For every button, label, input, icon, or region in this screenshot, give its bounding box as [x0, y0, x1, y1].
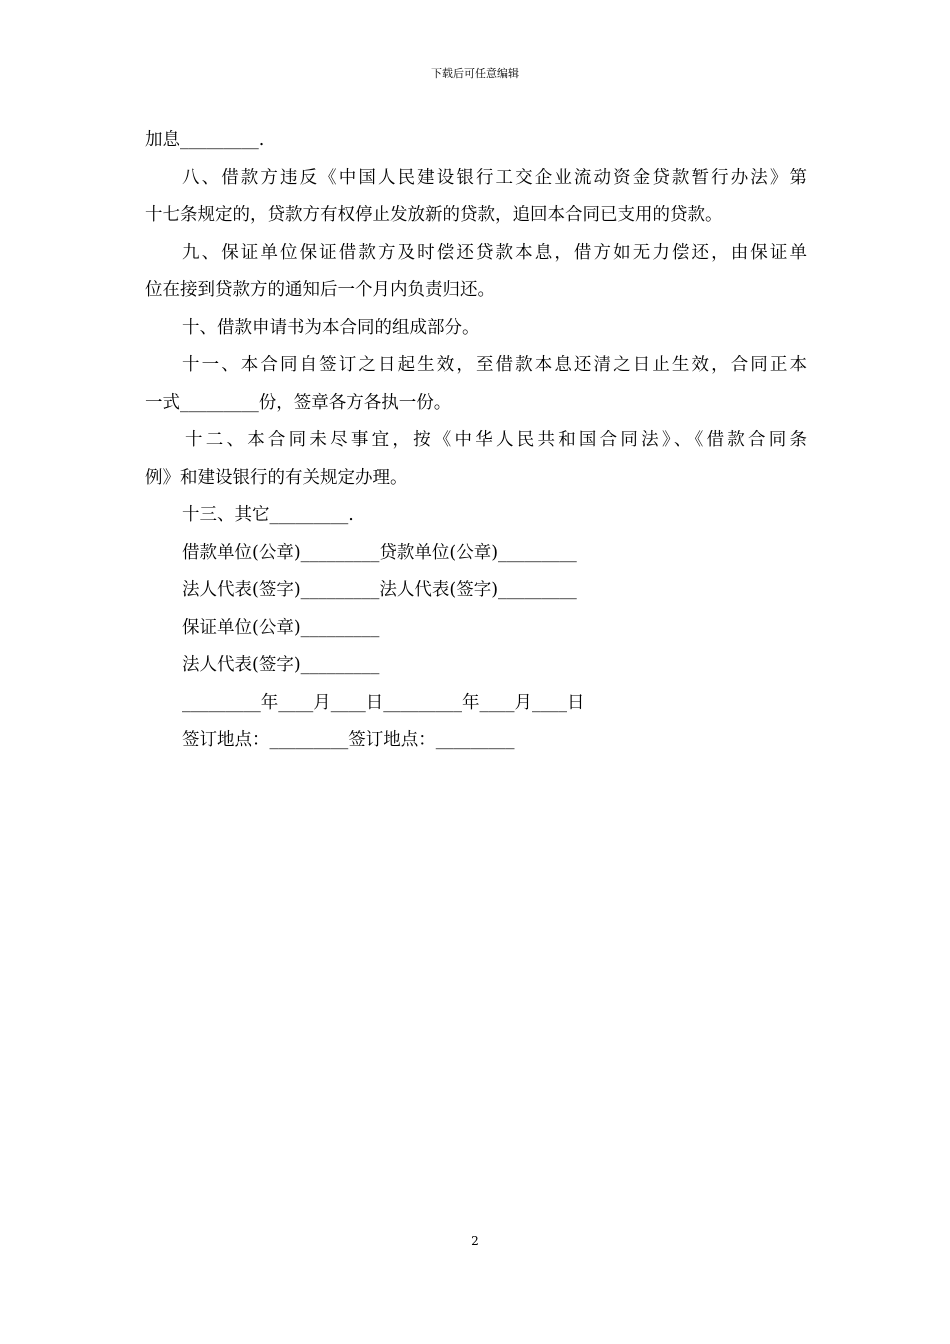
clause-12-line-2: 例》和建设银行的有关规定办理。 — [145, 467, 408, 488]
clause-11-line-1: 十一、本合同自签订之日起生效，至借款本息还清之日止生效，合同正本 — [182, 355, 807, 375]
clause-9-line-2: 位在接到贷款方的通知后一个月内负责归还。 — [145, 280, 495, 300]
signature-legal-reps: 法人代表(签字)_________法人代表(签字)_________ — [182, 580, 577, 600]
clause-9-line-1: 九、保证单位保证借款方及时偿还贷款本息，借方如无力偿还，由保证单 — [182, 242, 807, 263]
signature-borrower-lender: 借款单位(公章)_________贷款单位(公章)_________ — [182, 542, 577, 563]
signing-dates: _________年____月____日_________年____月____日 — [182, 692, 585, 713]
page-header: 下载后可任意编辑 — [431, 67, 519, 80]
clause-11-line-2: 一式_________份，签章各方各执一份。 — [145, 392, 452, 413]
clause-13: 十三、其它_________. — [182, 505, 354, 525]
document-body — [145, 122, 807, 760]
signing-places: 签订地点：_________签订地点：_________ — [182, 730, 515, 750]
clause-8-line-2: 十七条规定的，贷款方有权停止发放新的贷款，追回本合同已支用的贷款。 — [145, 205, 723, 225]
clause-10: 十、借款申请书为本合同的组成部分。 — [182, 317, 480, 338]
signature-guarantor: 保证单位(公章)_________ — [182, 617, 380, 638]
clause-12-line-1: 十二、本合同未尽事宜，按《中华人民共和国合同法》、《借款合同条 — [185, 430, 807, 450]
signature-guarantor-rep: 法人代表(签字)_________ — [182, 655, 380, 675]
page-number: 2 — [471, 1234, 479, 1248]
clause-8-line-1: 八、借款方违反《中国人民建设银行工交企业流动资金贷款暂行办法》第 — [182, 167, 807, 188]
interest-line: 加息_________. — [145, 130, 265, 150]
